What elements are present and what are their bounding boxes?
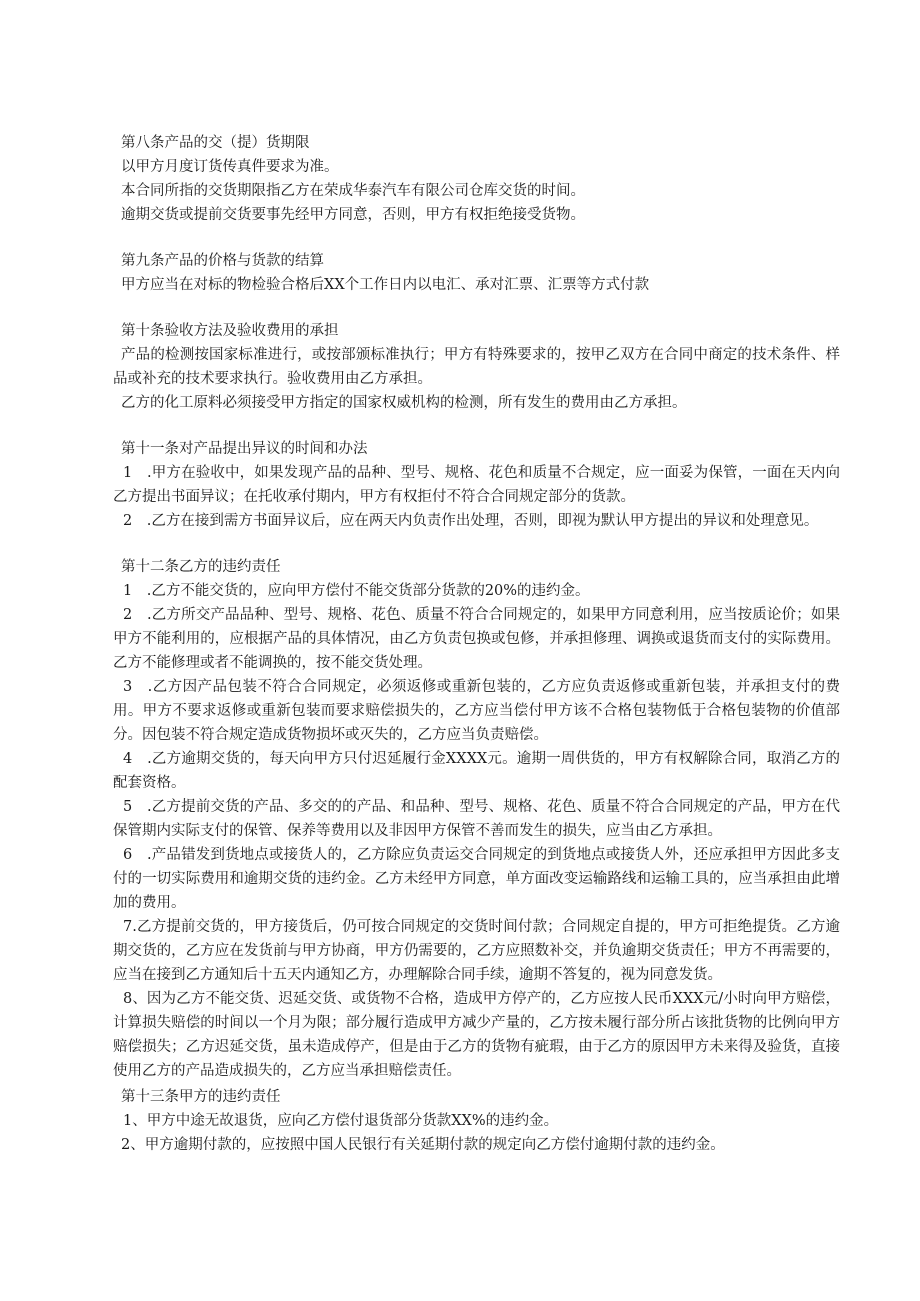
- article-8-title: 第八条产品的交（提）货期限: [121, 135, 310, 151]
- document-body: [113, 131, 840, 1157]
- article-10-title: 第十条验收方法及验收费用的承担: [121, 323, 339, 339]
- section-spacer: [113, 415, 840, 437]
- article-12-paragraph: 1 .乙方不能交货的，应向甲方偿付不能交货部分货款的20%的违约金。: [123, 583, 590, 599]
- article-10-paragraph: 产品的检测按国家标准进行，或按部颁标准执行；甲方有特殊要求的，按甲乙双方在合同中商定的技术条件、样品或补充的技术要求执行。验收费用由乙方承担。: [113, 347, 840, 387]
- article-8-line: 本合同所指的交货期限指乙方在荣成华泰汽车有限公司仓库交货的时间。: [121, 183, 585, 199]
- section-spacer: [113, 297, 840, 319]
- section-spacer: [113, 533, 840, 555]
- article-13-paragraph: 1、甲方中途无故退货，应向乙方偿付退货部分货款XX%的违约金。: [123, 1113, 559, 1129]
- article-8-line: 逾期交货或提前交货要事先经甲方同意，否则，甲方有权拒绝接受货物。: [121, 207, 585, 223]
- article-11-paragraph: 2 .乙方在接到需方书面异议后，应在两天内负责作出处理，否则，即视为默认甲方提出的异议和处理意见。: [123, 513, 819, 529]
- section-spacer: [113, 227, 840, 249]
- article-12-paragraph: 3 .乙方因产品包装不符合合同规定，必须返修或重新包装的，乙方应负责返修或重新包装，并承担支付的费用。甲方不要求返修或重新包装而要求赔偿损失的，乙方应当偿付甲方该不合格包装物低于合格包装物的价值部分。因包装不符合规定造成货物损坏或灭失的，乙方应当负责赔偿。: [113, 679, 840, 743]
- article-11-title: 第十一条对产品提出异议的时间和办法: [121, 441, 368, 457]
- article-9-line: 甲方应当在对标的物检验合格后XX个工作日内以电汇、承对汇票、汇票等方式付款: [121, 277, 650, 293]
- article-12-title: 第十二条乙方的违约责任: [121, 559, 281, 575]
- article-11-paragraph: 1 .甲方在验收中，如果发现产品的品种、型号、规格、花色和质量不合规定，应一面妥为保管，一面在天内向乙方提出书面异议；在托收承付期内，甲方有权拒付不符合合同规定部分的货款。: [113, 465, 840, 505]
- article-13-title: 第十三条甲方的违约责任: [121, 1089, 281, 1105]
- article-12-paragraph: 6 .产品错发到货地点或接货人的，乙方除应负责运交合同规定的到货地点或接货人外，还应承担甲方因此多支付的一切实际费用和逾期交货的违约金。乙方未经甲方同意，单方面改变运输路线和运输工具的，应当承担由此增加的费用。: [113, 847, 840, 911]
- article-12-paragraph: 2 .乙方所交产品品种、型号、规格、花色、质量不符合合同规定的，如果甲方同意利用，应当按质论价；如果甲方不能利用的，应根据产品的具体情况，由乙方负责包换或包修，并承担修理、调换或退货而支付的实际费用。乙方不能修理或者不能调换的，按不能交货处理。: [113, 607, 840, 671]
- article-8-line: 以甲方月度订货传真件要求为准。: [121, 159, 339, 175]
- article-12-paragraph: 4 .乙方逾期交货的，每天向甲方只付迟延履行金XXXX元。逾期一周供货的，甲方有权解除合同，取消乙方的配套资格。: [113, 751, 840, 791]
- article-9-title: 第九条产品的价格与货款的结算: [121, 253, 324, 269]
- article-10-paragraph: 乙方的化工原料必须接受甲方指定的国家权威机构的检测，所有发生的费用由乙方承担。: [121, 395, 687, 411]
- article-12-paragraph: 5 .乙方提前交货的产品、多交的的产品、和品种、型号、规格、花色、质量不符合合同规定的产品，甲方在代保管期内实际支付的保管、保养等费用以及非因甲方保管不善而发生的损失，应当由乙方承担。: [113, 799, 840, 839]
- article-13-paragraph: 2、甲方逾期付款的，应按照中国人民银行有关延期付款的规定向乙方偿付逾期付款的违约金。: [121, 1137, 725, 1153]
- article-12-paragraph: 7.乙方提前交货的，甲方接货后，仍可按合同规定的交货时间付款；合同规定自提的，甲方可拒绝提货。乙方逾期交货的，乙方应在发货前与甲方协商，甲方仍需要的，乙方应照数补交，并负逾期交货责任；甲方不再需要的，应当在接到乙方通知后十五天内通知乙方，办理解除合同手续，逾期不答复的，视为同意发货。: [113, 919, 840, 983]
- article-12-paragraph: 8、因为乙方不能交货、迟延交货、或货物不合格，造成甲方停产的，乙方应按人民币XXX元/小时向甲方赔偿，计算损失赔偿的时间以一个月为限；部分履行造成甲方减少产量的，乙方按未履行部分所占该批货物的比例向甲方赔偿损失；乙方迟延交货，虽未造成停产，但是由于乙方的货物有疵瑕，由于乙方的原因甲方未来得及验货，直接使用乙方的产品造成损失的，乙方应当承担赔偿责任。: [113, 991, 840, 1079]
